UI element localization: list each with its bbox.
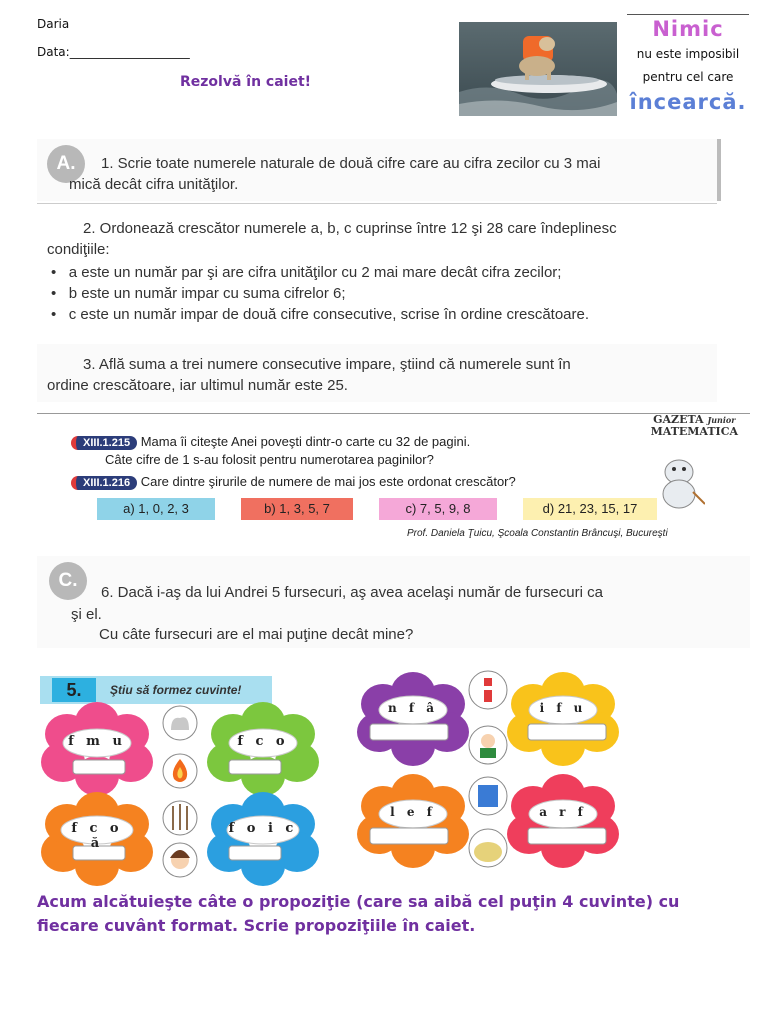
- flower-letters-7: l e f: [390, 805, 436, 819]
- problem-215-continuation: Câte cifre de 1 s-au folosit pentru numerotarea paginilor?: [105, 452, 434, 467]
- exercise-2-continuation: condiţiile:: [47, 241, 110, 258]
- option-d[interactable]: d) 21, 23, 15, 17: [523, 498, 657, 520]
- option-a[interactable]: a) 1, 0, 2, 3: [97, 498, 215, 520]
- student-name: Daria: [37, 17, 70, 31]
- solve-instruction: Rezolvă în caiet!: [180, 74, 312, 90]
- motto-line-4: încearcă.: [629, 90, 747, 114]
- exercise-1-continuation: mică decât cifra unităţilor.: [69, 176, 239, 193]
- flower-letters-2: f c o: [237, 734, 289, 749]
- exercise-3-text: 3. Află suma a trei numere consecutive impare, ştiind că numerele sunt în: [83, 356, 571, 373]
- option-b[interactable]: b) 1, 3, 5, 7: [241, 498, 353, 520]
- section-c-badge: C.: [49, 562, 87, 600]
- problem-215-code: XIII.1.215: [71, 436, 137, 450]
- final-instruction: Acum alcătuieşte câte o propoziţie (care sa aibă cel puţin 4 cuvinte) cu fiecare cuvânt format. Scrie propoziţiile în caiet.: [37, 892, 680, 935]
- exercise-1-text: 1. Scrie toate numerele naturale de două cifre care au cifra zecilor cu 3 mai: [101, 155, 601, 172]
- condition-c: • c este un număr impar de două cifre consecutive, scrise în ordine crescătoare.: [51, 306, 590, 323]
- exercise-6-question: Cu câte fursecuri are el mai puţine decât mine?: [99, 626, 414, 643]
- problem-author: Prof. Daniela Ţuicu, Şcoala Constantin Brâncuşi, Bucureşti: [407, 528, 668, 539]
- exercise-6-continuation: şi el.: [71, 606, 102, 623]
- motto-title: Nimic: [652, 17, 724, 41]
- exercise-6-text: 6. Dacă i-aş da lui Andrei 5 fursecuri, aş avea acelaşi număr de fursecuri ca: [101, 584, 603, 601]
- date-line: Data:____________________: [37, 45, 190, 59]
- condition-b: • b este un număr impar cu suma cifrelor 6;: [51, 285, 346, 302]
- problem-215: XIII.1.215 Mama îi citeşte Anei poveşti dintr-o carte cu 32 de pagini.: [71, 434, 470, 450]
- exercise-2-text: 2. Ordonează crescător numerele a, b, c cuprinse între 12 şi 28 care îndeplinesc: [83, 220, 617, 237]
- exercise-3-continuation: ordine crescătoare, iar ultimul număr este 25.: [47, 377, 348, 394]
- flower-letters-6: i f u: [539, 701, 587, 715]
- word-exercise-number: 5.: [52, 678, 96, 702]
- section-a-badge: A.: [47, 145, 85, 183]
- word-exercise-title: Ştiu să formez cuvinte!: [110, 683, 242, 697]
- flower-letters-3: f c o ă: [71, 821, 123, 851]
- motto-line-2: nu este imposibil: [636, 47, 740, 61]
- problem-216: XIII.1.216 Care dintre şirurile de numere de mai jos este ordonat crescător?: [71, 474, 516, 490]
- flower-letters-5: n f â: [387, 701, 439, 715]
- gazeta-logo: GAZETA Junior MATEMATICA: [650, 413, 738, 438]
- condition-a: • a este un număr par şi are cifra unităţilor cu 2 mai mare decât cifra zecilor;: [51, 264, 562, 281]
- flower-letters-8: a r f: [539, 805, 587, 819]
- motto-line-3: pentru cel care: [642, 70, 734, 84]
- flower-letters-4: f o i c: [228, 821, 298, 836]
- option-c[interactable]: c) 7, 5, 9, 8: [379, 498, 497, 520]
- problem-216-code: XIII.1.216: [71, 476, 137, 490]
- flower-letters-1: f m u: [68, 734, 126, 749]
